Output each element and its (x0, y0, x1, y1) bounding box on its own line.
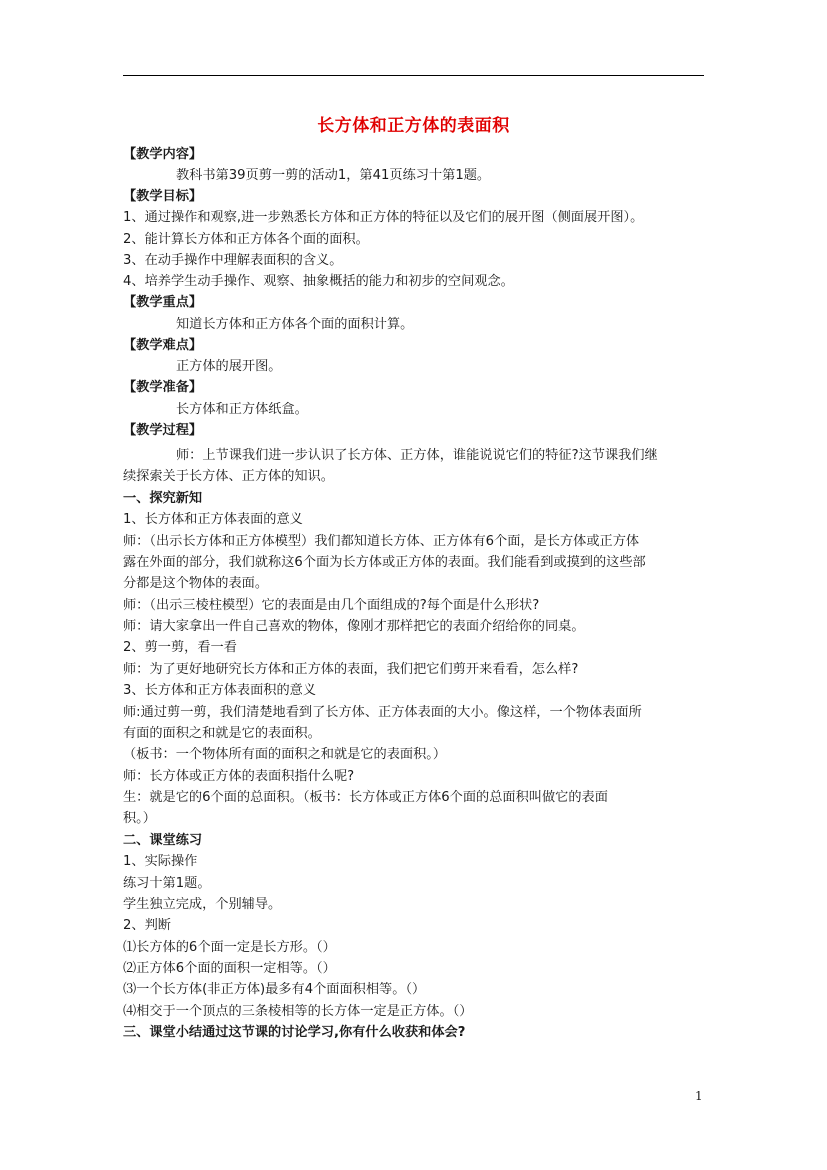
text-line: 师：（出示长方体和正方体模型）我们都知道长方体、正方体有6个面，是长方体或正方体 (123, 534, 640, 549)
text-line: ⑵正方体6个面的面积一定相等。（） (123, 961, 336, 976)
text-line: 2、剪一剪，看一看 (123, 640, 237, 655)
text-line: 师：上节课我们进一步认识了长方体、正方体，谁能说说它们的特征?这节课我们继 (176, 448, 658, 463)
section-heading: 【教学重点】 (123, 295, 203, 310)
section-heading: 二、课堂练习 (123, 833, 203, 848)
text-line: 2、判断 (123, 918, 171, 933)
text-line: ⑴长方体的6个面一定是长方形。（） (123, 940, 336, 955)
section-heading: 【教学准备】 (123, 380, 203, 395)
text-line: 生：就是它的6个面的总面积。（板书：长方体或正方体6个面的总面积叫做它的表面 (123, 790, 608, 805)
text-line: 师：请大家拿出一件自己喜欢的物体，像刚才那样把它的表面介绍给你的同桌。 (123, 619, 585, 634)
text-line: 知道长方体和正方体各个面的面积计算。 (176, 317, 414, 332)
text-line: 1、长方体和正方体表面的意义 (123, 512, 303, 527)
text-line: 练习十第1题。 (123, 876, 211, 891)
text-line: 2、能计算长方体和正方体各个面的面积。 (123, 232, 369, 247)
section-heading: 【教学难点】 (123, 338, 203, 353)
section-heading: 三、课堂小结通过这节课的讨论学习,你有什么收获和体会? (123, 1025, 466, 1040)
text-line: 分都是这个物体的表面。 (123, 576, 269, 591)
section-heading: 【教学过程】 (123, 423, 203, 438)
text-line: 师：为了更好地研究长方体和正方体的表面，我们把它们剪开来看看，怎么样? (123, 662, 579, 677)
text-line: 长方体和正方体纸盒。 (176, 402, 308, 417)
text-line: 续探索关于长方体、正方体的知识。 (123, 469, 334, 484)
text-line: 师：（出示三棱柱模型）它的表面是由几个面组成的?每个面是什么形状? (123, 598, 540, 613)
header-rule (123, 75, 704, 76)
page-number: 1 (695, 1089, 703, 1103)
text-line: 积。） (123, 811, 156, 826)
text-line: 3、在动手操作中理解表面积的含义。 (123, 253, 343, 268)
text-line: 师：长方体或正方体的表面积指什么呢? (123, 769, 355, 784)
text-line: 1、通过操作和观察,进一步熟悉长方体和正方体的特征以及它们的展开图（侧面展开图）。 (123, 210, 644, 225)
document-title: 长方体和正方体的表面积 (317, 116, 510, 136)
section-heading: 【教学目标】 (123, 189, 203, 204)
text-line: ⑷相交于一个顶点的三条棱相等的长方体一定是正方体。（） (123, 1004, 473, 1019)
section-heading: 【教学内容】 (123, 147, 203, 162)
text-line: 学生独立完成，个别辅导。 (123, 897, 282, 912)
text-line: 正方体的展开图。 (176, 359, 282, 374)
text-line: ⑶一个长方体(非正方体)最多有4个面面积相等。（） (123, 982, 426, 997)
text-line: 3、长方体和正方体表面积的意义 (123, 683, 317, 698)
text-line: 露在外面的部分，我们就称这6个面为长方体或正方体的表面。我们能看到或摸到的这些部 (123, 555, 646, 570)
text-line: 1、实际操作 (123, 854, 198, 869)
text-line: 有面的面积之和就是它的表面积。 (123, 726, 321, 741)
text-line: 4、培养学生动手操作、观察、抽象概括的能力和初步的空间观念。 (123, 274, 514, 289)
section-heading: 一、探究新知 (123, 491, 203, 506)
text-line: 教科书第39页剪一剪的活动1，第41页练习十第1题。 (176, 168, 491, 183)
text-line: 师:通过剪一剪，我们清楚地看到了长方体、正方体表面的大小。像这样，一个物体表面所 (123, 705, 642, 720)
text-line: （板书：一个物体所有面的面积之和就是它的表面积。） (123, 747, 447, 762)
